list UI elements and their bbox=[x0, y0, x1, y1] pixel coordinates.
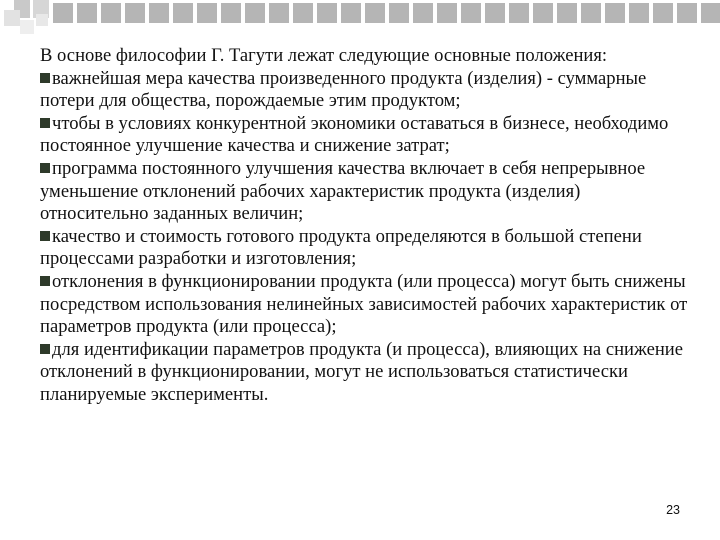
list-item bbox=[40, 158, 690, 226]
decor-square bbox=[461, 3, 481, 23]
decor-square bbox=[293, 3, 313, 23]
decor-square bbox=[221, 3, 241, 23]
decor-square bbox=[269, 3, 289, 23]
decor-square bbox=[317, 3, 337, 23]
square-bullet-icon bbox=[40, 73, 50, 83]
decor-square bbox=[20, 20, 34, 34]
decorative-squares-band bbox=[0, 0, 720, 40]
square-bullet-icon bbox=[40, 163, 50, 173]
list-item bbox=[40, 339, 690, 407]
list-item-text: важнейшая мера качества произведенного продукта (изделия) - суммарные потери для общества, порождаемые этим продуктом; bbox=[40, 67, 647, 112]
intro-text: В основе философии Г. Тагути лежат следующие основные положения: bbox=[40, 45, 608, 66]
decor-square bbox=[4, 10, 20, 26]
decor-square bbox=[173, 3, 193, 23]
decor-square bbox=[365, 3, 385, 23]
decor-square bbox=[533, 3, 553, 23]
list-item-text: отклонения в функционировании продукта (или процесса) могут быть снижены посредством использования нелинейных зависимостей рабочих характеристик от параметров продукта (или процесса); bbox=[40, 270, 688, 338]
list-item-text: качество и стоимость готового продукта определяются в большой степени процессами разработки и изготовления; bbox=[40, 225, 642, 270]
square-bullet-icon bbox=[40, 231, 50, 241]
decor-square bbox=[101, 3, 121, 23]
list-item bbox=[40, 113, 690, 158]
square-bullet-icon bbox=[40, 276, 50, 286]
list-item-text: для идентификации параметров продукта (и процесса), влияющих на снижение отклонений в функционировании, могут не использоваться статистически планируемые эксперименты. bbox=[40, 338, 683, 405]
decor-square bbox=[557, 3, 577, 23]
decor-square bbox=[677, 3, 697, 23]
decor-square bbox=[77, 3, 97, 23]
decor-square bbox=[53, 3, 73, 23]
decor-square bbox=[485, 3, 505, 23]
slide-content bbox=[40, 45, 690, 407]
decor-square bbox=[605, 3, 625, 23]
square-bullet-icon bbox=[40, 118, 50, 128]
decor-square bbox=[245, 3, 265, 23]
list-item bbox=[40, 271, 690, 339]
decor-square bbox=[629, 3, 649, 23]
page-number: 23 bbox=[666, 503, 680, 517]
decor-square bbox=[125, 3, 145, 23]
decor-square bbox=[413, 3, 433, 23]
decor-square bbox=[197, 3, 217, 23]
decor-square bbox=[36, 14, 48, 26]
list-item-text: чтобы в условиях конкурентной экономики оставаться в бизнесе, необходимо постоянное улучшение качества и снижение затрат; bbox=[40, 112, 669, 157]
decor-square bbox=[701, 3, 720, 23]
decor-square bbox=[509, 3, 529, 23]
decor-square bbox=[341, 3, 361, 23]
decor-square bbox=[437, 3, 457, 23]
decor-square bbox=[389, 3, 409, 23]
decor-square bbox=[653, 3, 673, 23]
list-item-text: программа постоянного улучшения качества включает в себя непрерывное уменьшение отклонений рабочих характеристик продукта (изделия) относительно заданных величин; bbox=[40, 157, 646, 225]
decor-square bbox=[149, 3, 169, 23]
square-bullet-icon bbox=[40, 344, 50, 354]
list-item bbox=[40, 68, 690, 113]
decor-square bbox=[581, 3, 601, 23]
list-item bbox=[40, 226, 690, 271]
